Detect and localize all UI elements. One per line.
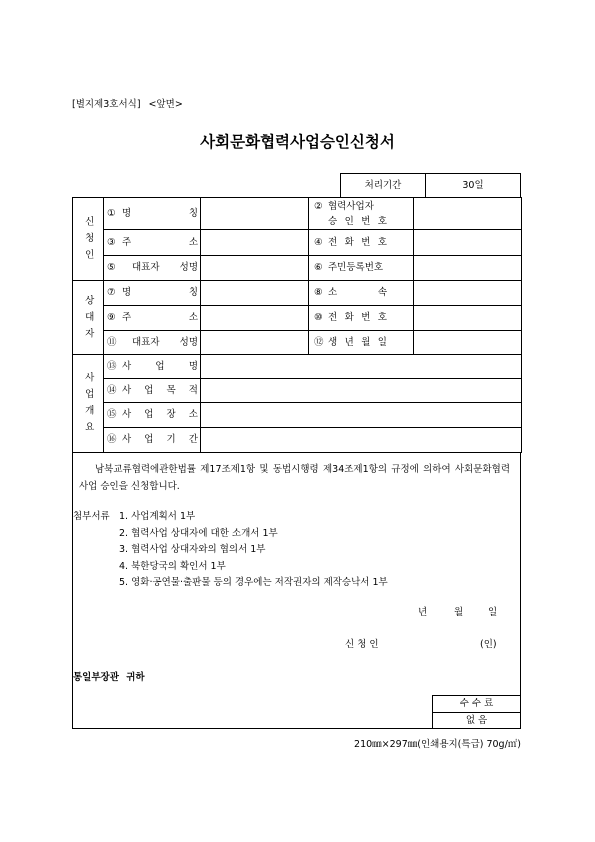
counterpart-representative-value [201,331,309,355]
declaration-section [72,452,521,729]
attachment-item: 2. 협력사업 상대자에 대한 소개서 1부 [119,527,278,539]
field-number: ① [107,207,116,219]
field-number: ② [314,200,323,212]
field-number: ⑧ [314,287,323,299]
counterpart-section [73,281,104,355]
fee-label: 수 수 료 [433,696,520,713]
field-label: 명 칭 [122,287,198,299]
field-label: 전 화 번 호 [328,312,387,324]
attachment-item: 1. 사업계획서 1부 [119,511,196,522]
applicant-name-value [201,198,309,230]
field-label: 사 업 기 간 [122,434,198,446]
project-period-value [201,428,522,453]
field-label: 사 업 명 [122,360,198,372]
field-label: 대표자 성명 [132,262,198,274]
counterpart-phone-label-cell [309,306,414,331]
counterpart-section-label: 상대자 [82,294,94,345]
form-code-header [72,99,183,110]
field-number: ⑥ [314,262,323,274]
applicant-phone-value [414,230,522,256]
fee-box [432,695,520,728]
processing-period-label: 처리기간 [341,174,426,197]
field-label: 사 업 장 소 [122,409,198,421]
attachment-item: 4. 북한당국의 확인서 1부 [119,560,226,572]
field-label: 주 소 [122,236,198,248]
attachments-list [119,509,514,592]
date-month-label: 월 [454,607,464,618]
applicant-resident-number-label-cell [309,256,414,281]
processing-period-value: 30일 [462,179,484,191]
field-label: 사 업 목 적 [122,384,198,396]
applicant-name-label-cell [104,198,201,230]
attachments-label: 첨부서류 [73,511,110,522]
field-number: ⑩ [314,312,323,324]
field-label: 협력사업자 [328,200,374,212]
field-label: 전 화 번 호 [328,236,387,248]
fee-value: 없 음 [465,714,488,726]
applicant-address-label-cell [104,230,201,256]
date-day-label: 일 [488,607,498,618]
field-label: 대표자 성명 [132,336,198,348]
project-period-label-cell [104,428,201,453]
applicant-section [73,198,104,281]
application-statement: 남북교류협력에관한법률 제17조제1항 및 동법시행령 제34조제1항의 규정에 의하여 사회문화협력사업 승인을 신청합니다. [79,464,510,492]
counterpart-representative-label-cell [104,331,201,355]
date-year-label: 년 [418,607,428,618]
processing-period-box [340,173,521,198]
field-number: ⑮ [107,409,117,421]
field-label: 주민등록번호 [328,262,384,274]
applicant-phone-label-cell [309,230,414,256]
project-location-value [201,403,522,428]
applicant-signature-label: 신 청 인 [345,639,379,650]
field-label: 생 년 월 일 [328,336,387,348]
attachment-item: 3. 협력사업 상대자와의 협의서 1부 [119,544,266,555]
field-number: ⑨ [107,312,116,324]
counterpart-phone-value [414,306,522,331]
field-number: ⑦ [107,287,116,299]
field-number: ⑯ [107,434,117,446]
seal-mark: (인) [480,639,497,650]
field-number: ⑤ [107,262,116,274]
applicant-representative-value [201,256,309,281]
project-purpose-label-cell [104,379,201,403]
counterpart-affiliation-label-cell [309,281,414,306]
recipient-label: 통일부장관 귀하 [73,672,145,683]
field-label: 명 칭 [122,207,198,219]
project-overview-section [73,355,104,453]
counterpart-affiliation-value [414,281,522,306]
paper-size-note: 210㎜×297㎜(인쇄용지(특급) 70g/㎡) [354,739,521,750]
field-number: ④ [314,236,323,248]
field-number: ⑬ [107,360,117,372]
field-label: 주 소 [122,312,198,324]
field-number: ③ [107,236,116,248]
field-label: 소 속 [328,287,387,299]
applicant-address-value [201,230,309,256]
counterpart-birth-date-label-cell [309,331,414,355]
applicant-approval-number-value [414,198,522,230]
field-number: ⑭ [107,384,117,396]
counterpart-name-value [201,281,309,306]
form-code-label: [별지제3호서식] [72,99,141,110]
counterpart-birth-date-value [414,331,522,355]
form-side-label: <앞면> [148,99,183,110]
application-table [72,197,522,453]
counterpart-address-value [201,306,309,331]
project-location-label-cell [104,403,201,428]
project-purpose-value [201,379,522,403]
project-name-label-cell [104,355,201,379]
attachment-item: 5. 영화·공연물·출판물 등의 경우에는 저작권자의 제작승낙서 1부 [119,577,388,588]
counterpart-address-label-cell [104,306,201,331]
field-label-line2: 승 인 번 호 [328,215,387,227]
applicant-section-label: 신청인 [82,216,94,266]
applicant-representative-label-cell [104,256,201,281]
project-name-value [201,355,522,379]
field-number: ⑫ [314,336,324,348]
field-number: ⑪ [107,336,117,348]
project-overview-section-label: 사업개요 [82,372,94,439]
counterpart-name-label-cell [104,281,201,306]
applicant-approval-number-label-cell [309,198,414,230]
applicant-resident-number-value [414,256,522,281]
page-title: 사회문화협력사업승인신청서 [200,133,395,151]
